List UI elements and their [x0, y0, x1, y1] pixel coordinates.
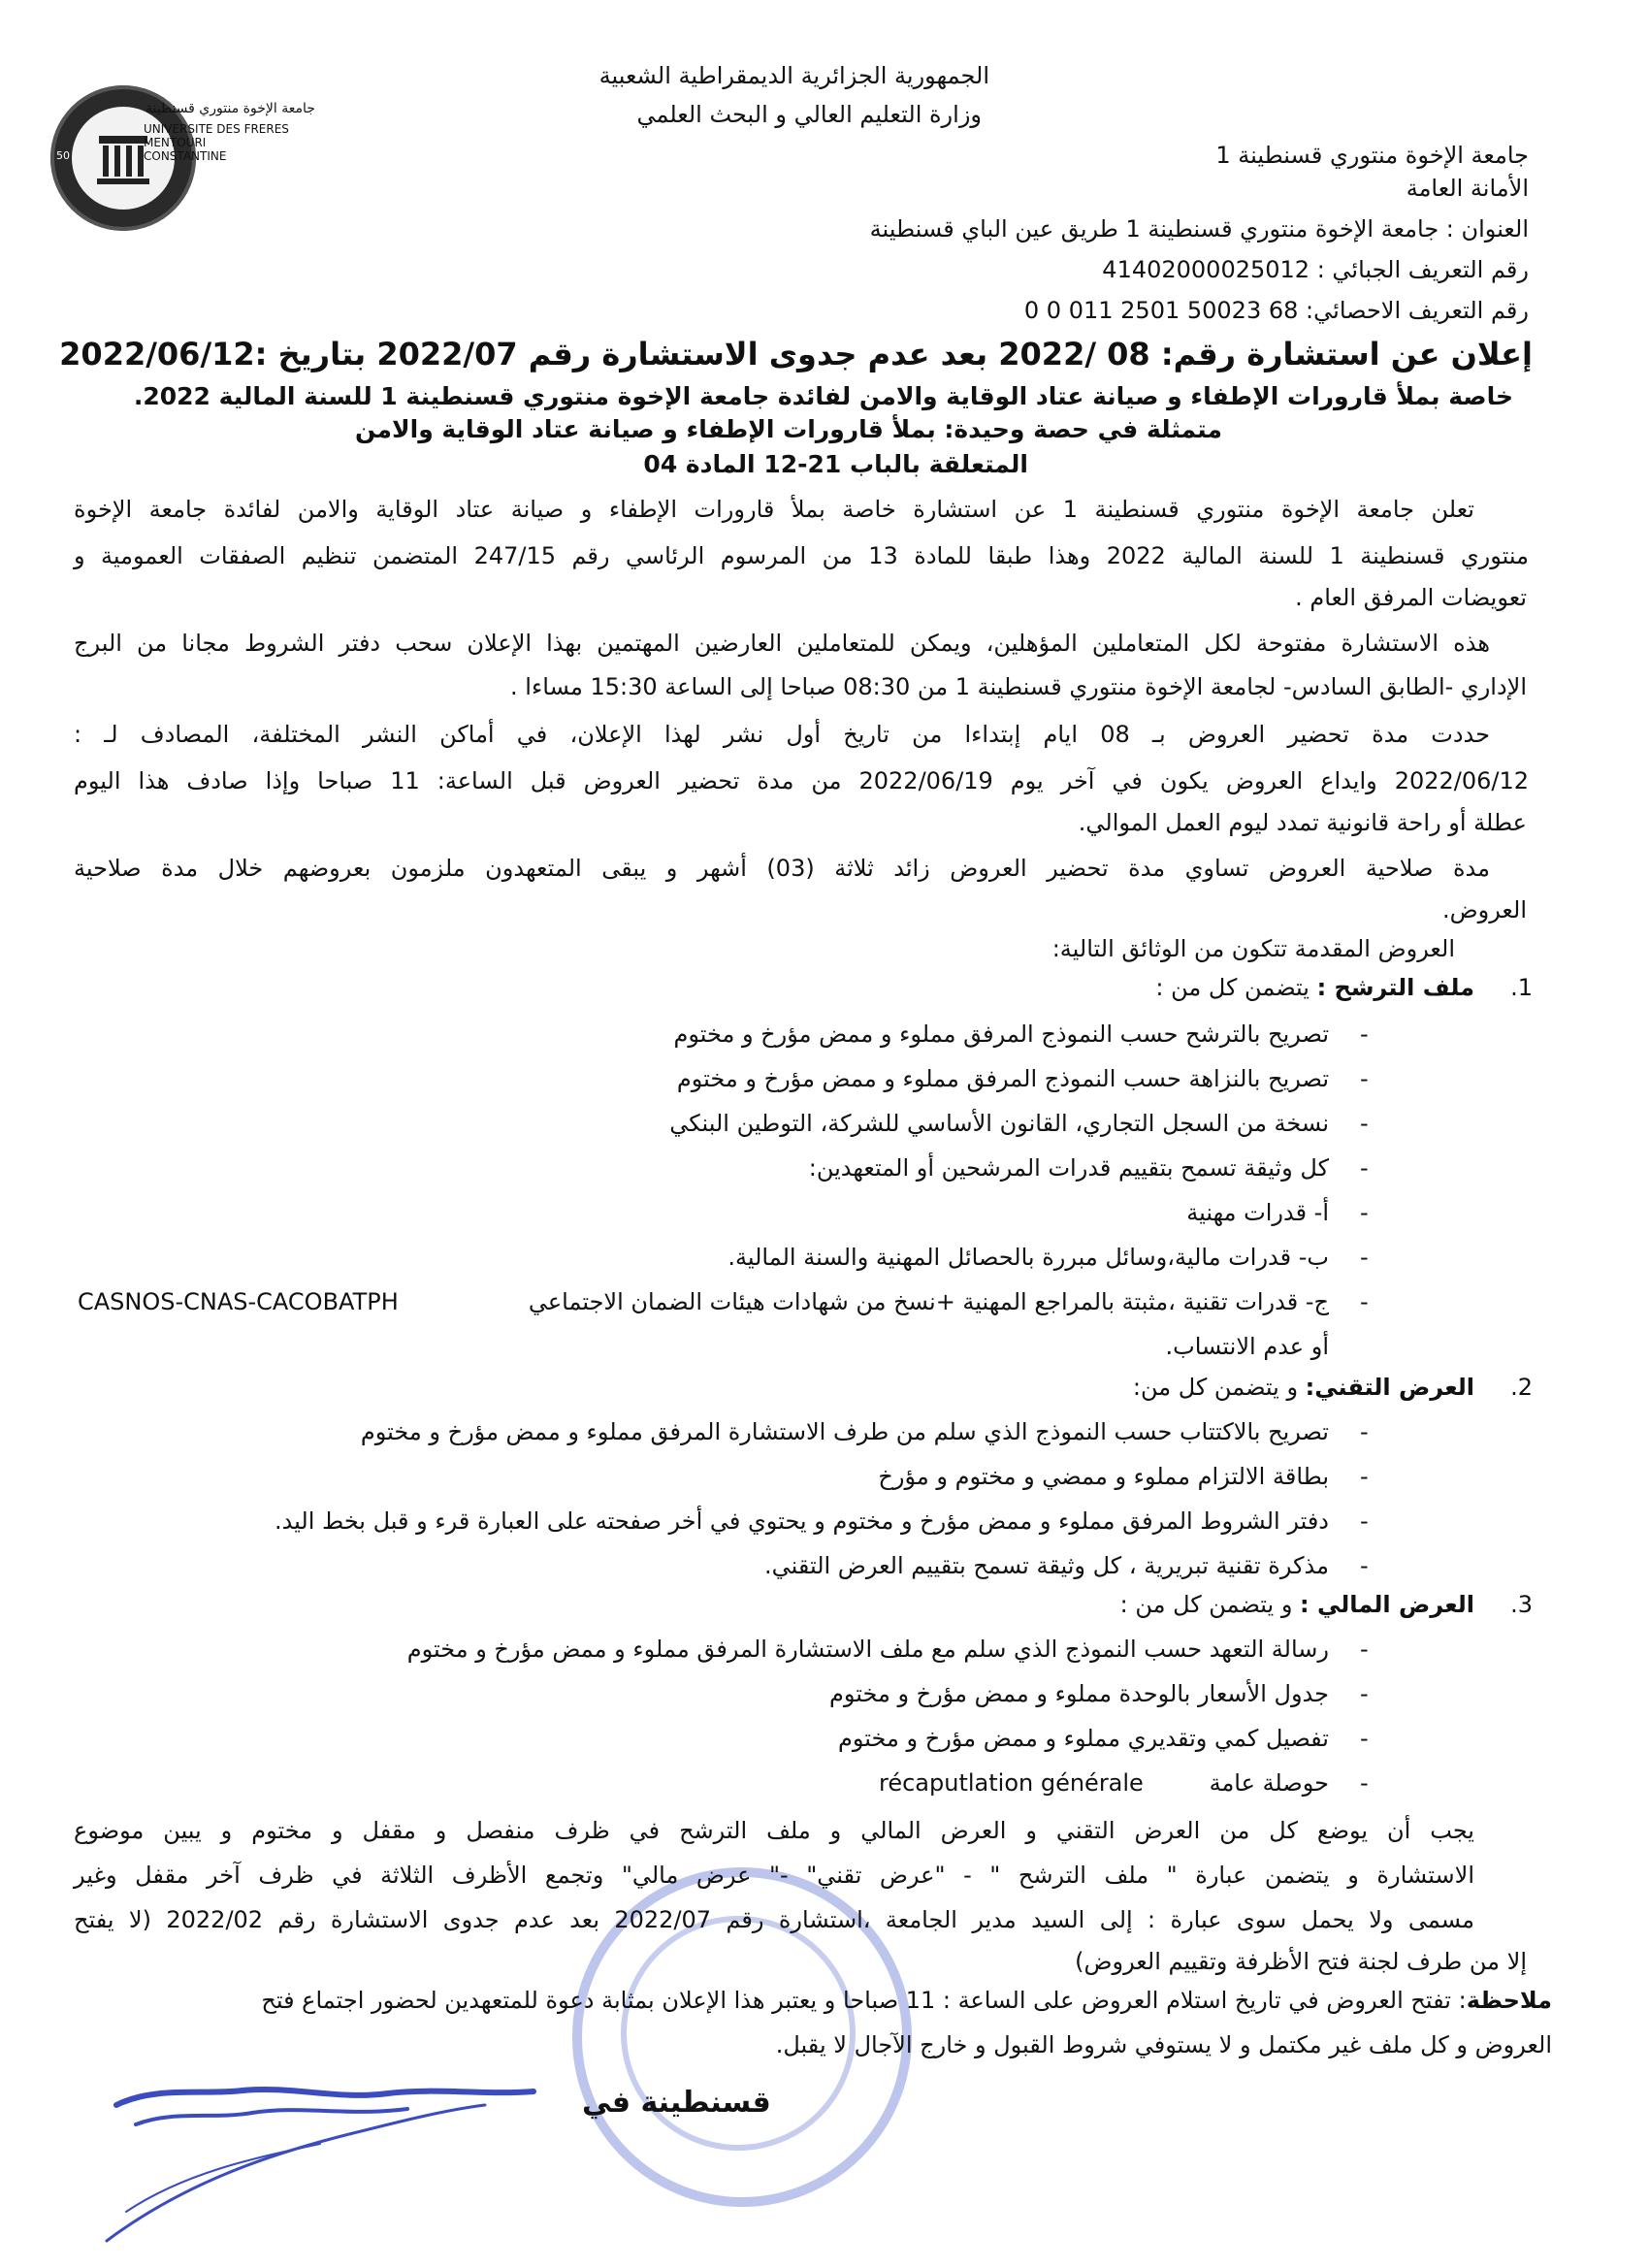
paragraph-3-line-1: حددت مدة تحضير العروض بـ 08 ايام إبتداءا من تاريخ أول نشر لهذا الإعلان، في أماكن النشر المختلفة، المصادف لـ : [74, 721, 1490, 748]
paragraph-1-line-2: منتوري قسنطينة 1 للسنة المالية 2022 وهذا طبقا للمادة 13 من المرسوم الرئاسي رقم 247/15 المتضمن تنظيم الصفقات العمومية و [74, 542, 1530, 569]
bullet-dash: - [1360, 1021, 1369, 1048]
closing-line-2: الاستشارة و يتضمن عبارة " ملف الترشح " - "عرض تقني" -" عرض مالي" وتجمع الأظرف الثلاثة في ظرف آخر مقفل وغير [74, 1862, 1474, 1889]
bullet-dash: - [1360, 1463, 1369, 1490]
documents-intro: العروض المقدمة تتكون من الوثائق التالية: [1051, 935, 1455, 962]
announcement-title: إعلان عن استشارة رقم: 08 /2022 بعد عدم جدوى الاستشارة رقم 2022/07 بتاريخ :2022/06/12 [59, 336, 1533, 373]
s1-item-7-continued: أو عدم الانتساب. [1165, 1333, 1329, 1360]
s1-item-7-latin: CASNOS-CNAS-CACOBATPH [78, 1288, 399, 1315]
bullet-dash: - [1360, 1244, 1369, 1271]
s3-item-3: تفصيل كمي وتقديري مملوء و ممض مؤرخ و مختوم [838, 1725, 1329, 1752]
section-1-rest: يتضمن كل من : [1155, 974, 1317, 1001]
note-label: ملاحظة [1466, 1987, 1552, 2014]
announcement-subtitle-2: متمثلة في حصة وحيدة: بملأ قارورات الإطفاء و صيانة عتاد الوقاية والامن [355, 415, 1222, 443]
secretariat-label: الأمانة العامة [1406, 175, 1529, 202]
announcement-subtitle-1: خاصة بملأ قارورات الإطفاء و صيانة عتاد الوقاية والامن لفائدة جامعة الإخوة منتوري قسنطينة 1 للسنة المالية 2022. [133, 382, 1513, 410]
bullet-dash: - [1360, 1552, 1369, 1579]
paragraph-4-line-2: العروض. [1441, 896, 1527, 923]
s3-item-4-latin: récaputlation générale [879, 1769, 1144, 1797]
s1-item-3: نسخة من السجل التجاري، القانون الأساسي للشركة، التوطين البنكي [669, 1110, 1329, 1137]
paragraph-1-line-3: تعويضات المرفق العام . [1295, 584, 1527, 611]
paragraph-3-line-3: عطلة أو راحة قانونية تمدد ليوم العمل الموالي. [1078, 809, 1527, 836]
s1-item-7: ج- قدرات تقنية ،مثبتة بالمراجع المهنية +نسخ من شهادات هيئات الضمان الاجتماعي [528, 1288, 1329, 1315]
section-2-heading [1133, 1374, 1474, 1401]
s1-item-1: تصريح بالترشح حسب النموذج المرفق مملوء و ممض مؤرخ و مختوم [673, 1021, 1329, 1048]
stat-id-line: رقم التعريف الاحصائي: 68 50023 2501 011 0 0 [1023, 297, 1529, 324]
paragraph-3-line-2: 2022/06/12 وايداع العروض يكون في آخر يوم 2022/06/19 من مدة تحضير العروض قبل الساعة: 11 صباحا وإذا صادف هذا اليوم [74, 767, 1530, 794]
bullet-dash: - [1360, 1725, 1369, 1752]
section-3-rest: و يتضمن كل من : [1119, 1591, 1301, 1618]
note-text: : تفتح العروض في تاريخ استلام العروض على الساعة : 11 صباحا و يعتبر هذا الإعلان بمثابة دعوة للمتعهدين لحضور اجتماع فتح [261, 1987, 1467, 2014]
section-1-heading [1155, 974, 1474, 1001]
bullet-dash: - [1360, 1065, 1369, 1092]
closing-line-1: يجب أن يوضع كل من العرض التقني و العرض المالي و ملف الترشح في ظرف منفصل و مقفل و مختوم و يبين موضوع [74, 1817, 1474, 1844]
note-line-2: العروض و كل ملف غير مكتمل و لا يستوفي شروط القبول و خارج الآجال لا يقبل. [775, 2031, 1552, 2058]
announcement-subtitle-3: المتعلقة بالباب 21-12 المادة 04 [643, 450, 1028, 478]
address-line: العنوان : جامعة الإخوة منتوري قسنطينة 1 طريق عين الباي قسنطينة [869, 215, 1529, 243]
section-2-number: 2. [1510, 1374, 1533, 1401]
handwritten-signature-icon [97, 2066, 640, 2260]
bullet-dash: - [1360, 1636, 1369, 1663]
republic-heading: الجمهورية الجزائرية الديمقراطية الشعبية [598, 62, 989, 89]
university-name: جامعة الإخوة منتوري قسنطينة 1 [1215, 142, 1529, 169]
s2-item-1: تصريح بالاكتتاب حسب النموذج الذي سلم من طرف الاستشارة المرفق مملوء و ممض مؤرخ و مختوم [360, 1418, 1329, 1445]
bullet-dash: - [1360, 1288, 1369, 1315]
tax-id-line: رقم التعريف الجبائي : 41402000025012 [1102, 256, 1529, 283]
closing-line-3: مسمى ولا يحمل سوى عبارة : إلى السيد مدير الجامعة ،استشارة رقم 2022/07 بعد عدم جدوى الاستشارة رقم 2022/02 (لا يفتح [74, 1906, 1474, 1933]
s2-item-3: دفتر الشروط المرفق مملوء و ممض مؤرخ و مختوم و يحتوي في أخر صفحته على العبارة قرء و قبل بخط اليد. [274, 1507, 1329, 1535]
s1-item-5: أ- قدرات مهنية [1186, 1199, 1329, 1226]
bullet-dash: - [1360, 1680, 1369, 1707]
logo-label-arabic: جامعة الإخوة منتوري قسنطينة [146, 101, 315, 116]
bullet-dash: - [1360, 1110, 1369, 1137]
section-1-title: ملف الترشح : [1316, 974, 1474, 1001]
s3-item-1: رسالة التعهد حسب النموذج الذي سلم مع ملف الاستشارة المرفق مملوء و ممض مؤرخ و مختوم [406, 1636, 1329, 1663]
bullet-dash: - [1360, 1507, 1369, 1535]
paragraph-2-line-1: هذه الاستشارة مفتوحة لكل المتعاملين المؤهلين، ويمكن للمتعاملين العارضين المهتمين بهذا الإعلان سحب دفتر الشروط مجانا من البرج [74, 630, 1490, 657]
bullet-dash: - [1360, 1769, 1369, 1797]
bullet-dash: - [1360, 1199, 1369, 1226]
note-line-1 [261, 1987, 1552, 2014]
section-3-number: 3. [1510, 1591, 1533, 1618]
section-2-title: العرض التقني: [1305, 1374, 1474, 1401]
bullet-dash: - [1360, 1418, 1369, 1445]
paragraph-2-line-2: الإداري -الطابق السادس- لجامعة الإخوة منتوري قسنطينة 1 من 08:30 صباحا إلى الساعة 15:30 مساءا . [510, 673, 1527, 700]
s3-item-2: جدول الأسعار بالوحدة مملوء و ممض مؤرخ و مختوم [828, 1680, 1329, 1707]
signature-place: قسنطينة في [582, 2086, 771, 2120]
logo-years: 50 [56, 149, 70, 162]
logo-label-french: UNIVERSITE DES FRERES MENTOURI CONSTANTINE [144, 122, 289, 163]
s2-item-4: مذكرة تقنية تبريرية ، كل وثيقة تسمح بتقييم العرض التقني. [763, 1552, 1329, 1579]
paragraph-4-line-1: مدة صلاحية العروض تساوي مدة تحضير العروض زائد ثلاثة (03) أشهر و يبقى المتعهدون ملزمون بعروضهم خلال مدة صلاحية [74, 855, 1490, 882]
bullet-dash: - [1360, 1154, 1369, 1182]
s1-item-6: ب- قدرات مالية،وسائل مبررة بالحصائل المهنية والسنة المالية. [728, 1244, 1329, 1271]
closing-line-4: إلا من طرف لجنة فتح الأظرفة وتقييم العروض) [1075, 1948, 1527, 1975]
section-2-rest: و يتضمن كل من: [1132, 1374, 1306, 1401]
paragraph-1-line-1: تعلن جامعة الإخوة منتوري قسنطينة 1 عن استشارة خاصة بملأ قارورات الإطفاء و صيانة عتاد الوقاية والامن لفائدة جامعة الإخوة [74, 496, 1474, 523]
s1-item-4: كل وثيقة تسمح بتقييم قدرات المرشحين أو المتعهدين: [808, 1154, 1329, 1182]
s2-item-2: بطاقة الالتزام مملوء و ممضي و مختوم و مؤرخ [878, 1463, 1329, 1490]
section-3-title: العرض المالي : [1300, 1591, 1474, 1618]
ministry-heading: وزارة التعليم العالي و البحث العلمي [636, 101, 982, 128]
s3-item-4: حوصلة عامة [1209, 1769, 1329, 1797]
section-3-heading [1120, 1591, 1474, 1618]
s1-item-2: تصريح بالنزاهة حسب النموذج المرفق مملوء و ممض مؤرخ و مختوم [676, 1065, 1329, 1092]
section-1-number: 1. [1510, 974, 1533, 1001]
